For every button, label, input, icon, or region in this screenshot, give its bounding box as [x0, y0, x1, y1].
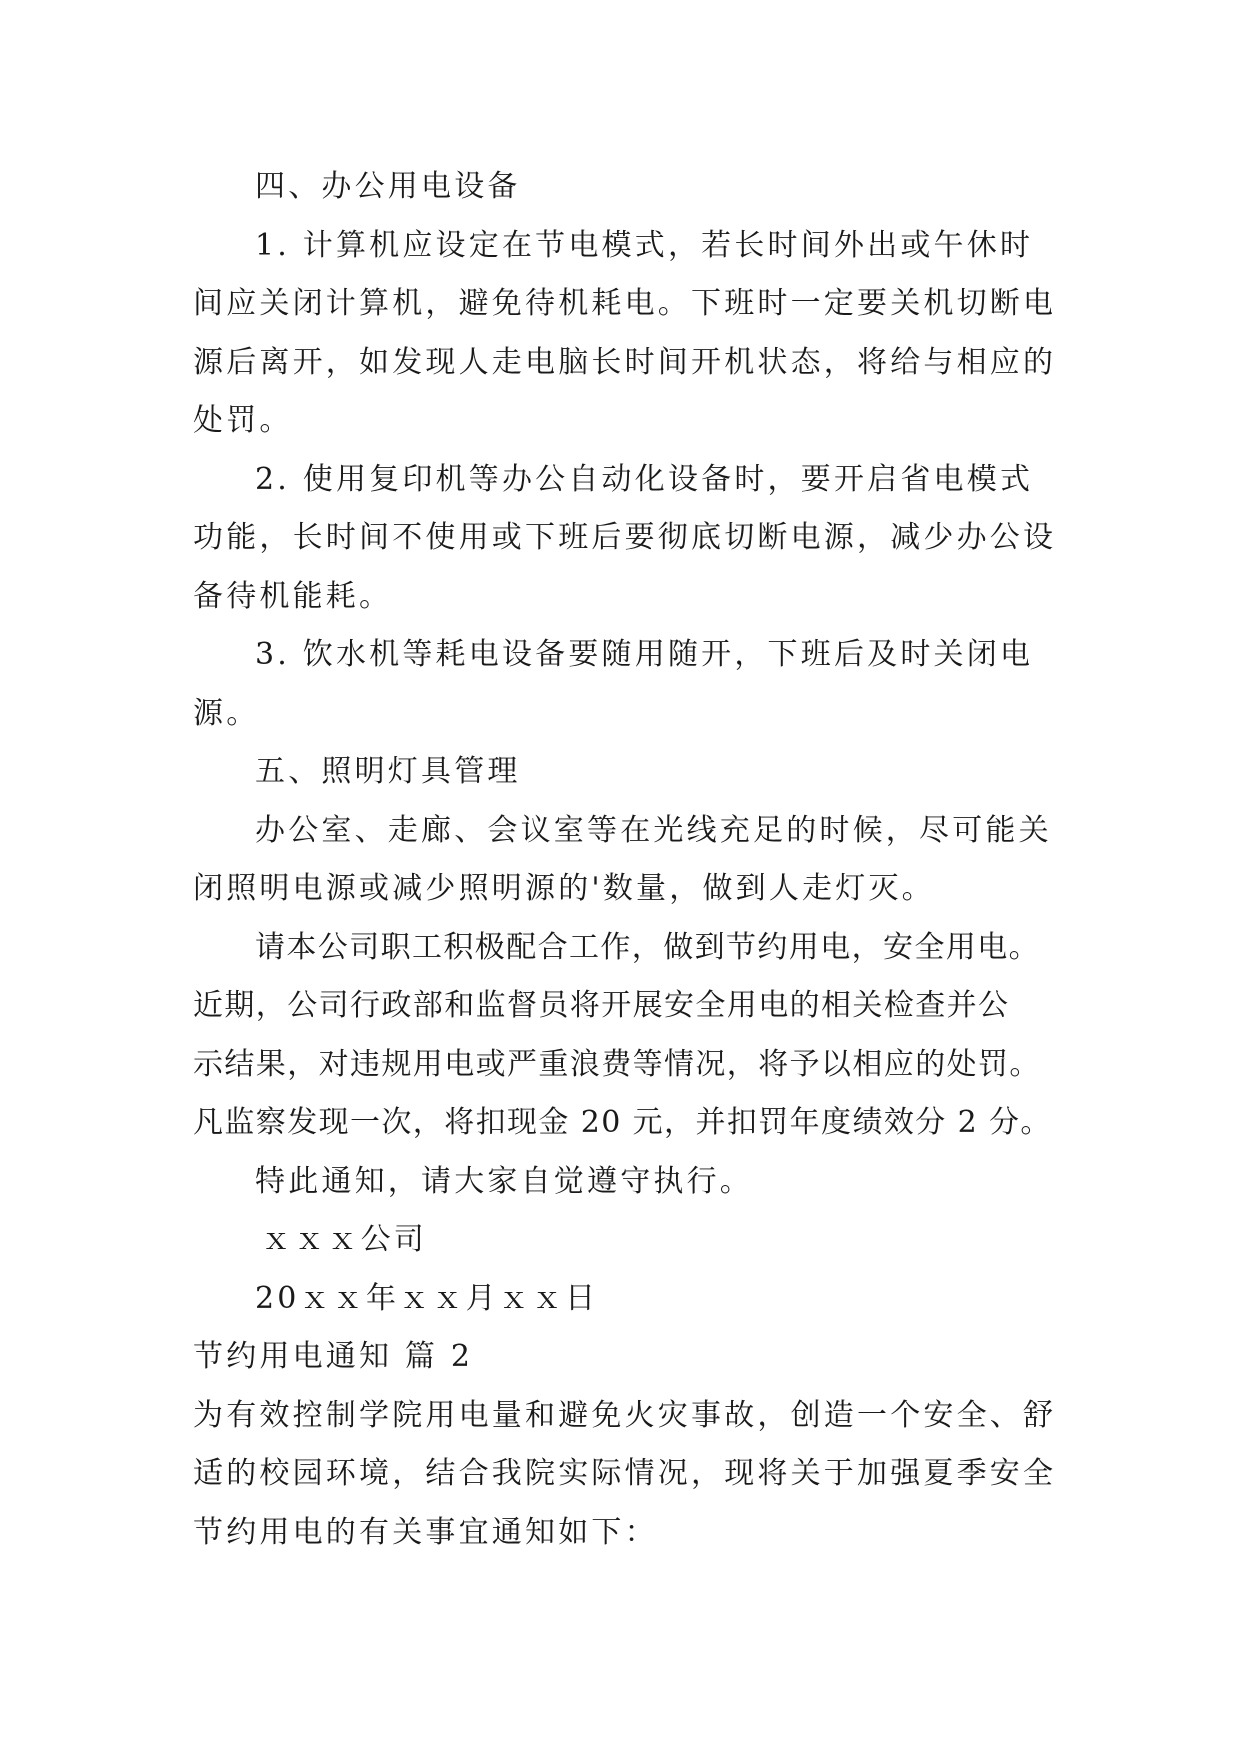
paragraph-line: 节约用电的有关事宜通知如下：: [193, 1514, 658, 1550]
paragraph-line: 为有效控制学院用电量和避免火灾事故，创造一个安全、舒: [193, 1397, 1057, 1433]
list-item-line: 功能，长时间不使用或下班后要彻底切断电源，减少办公设: [193, 520, 1057, 555]
paragraph-line: 近期，公司行政部和监督员将开展安全用电的相关检查并公: [193, 988, 1010, 1023]
paragraph-line: 办公室、走廊、会议室等在光线充足的时候，尽可能关: [255, 812, 1052, 848]
document-body: [193, 158, 1073, 1562]
paragraph-line: 请本公司职工积极配合工作，做到节约用电，安全用电。: [255, 929, 1040, 965]
paragraph-line: 凡监察发现一次，将扣现金 20 元，并扣罚年度绩效分 2 分。: [193, 1105, 1052, 1140]
section-heading: 五、照明灯具管理: [255, 754, 521, 789]
paragraph-line: 闭照明电源或减少照明源的'数量，做到人走灯灭。: [193, 871, 935, 906]
list-item-line: 源后离开，如发现人走电脑长时间开机状态，将给与相应的: [193, 344, 1057, 380]
paragraph-line: 适的校园环境，结合我院实际情况，现将关于加强夏季安全: [193, 1456, 1057, 1491]
list-item-line: 2. 使用复印机等办公自动化设备时，要开启省电模式: [255, 461, 1034, 497]
section-title: 节约用电通知 篇 2: [193, 1339, 474, 1374]
list-item-line: 1. 计算机应设定在节电模式，若长时间外出或午休时: [255, 227, 1034, 263]
signature-company: ｘｘｘ公司: [261, 1222, 427, 1257]
closing-notice: 特此通知，请大家自觉遵守执行。: [255, 1163, 753, 1199]
list-item-line: 源。: [193, 695, 260, 731]
signature-date: 20ｘｘ年ｘｘ月ｘｘ日: [255, 1280, 599, 1316]
paragraph-line: 示结果，对违规用电或严重浪费等情况，将予以相应的处罚。: [193, 1046, 1041, 1082]
list-item-line: 3. 饮水机等耗电设备要随用随开，下班后及时关闭电: [255, 637, 1034, 672]
list-item-line: 间应关闭计算机，避免待机耗电。下班时一定要关机切断电: [193, 286, 1057, 321]
list-item-line: 备待机能耗。: [193, 578, 393, 614]
list-item-line: 处罚。: [193, 403, 293, 438]
section-heading: 四、办公用电设备: [255, 169, 521, 204]
